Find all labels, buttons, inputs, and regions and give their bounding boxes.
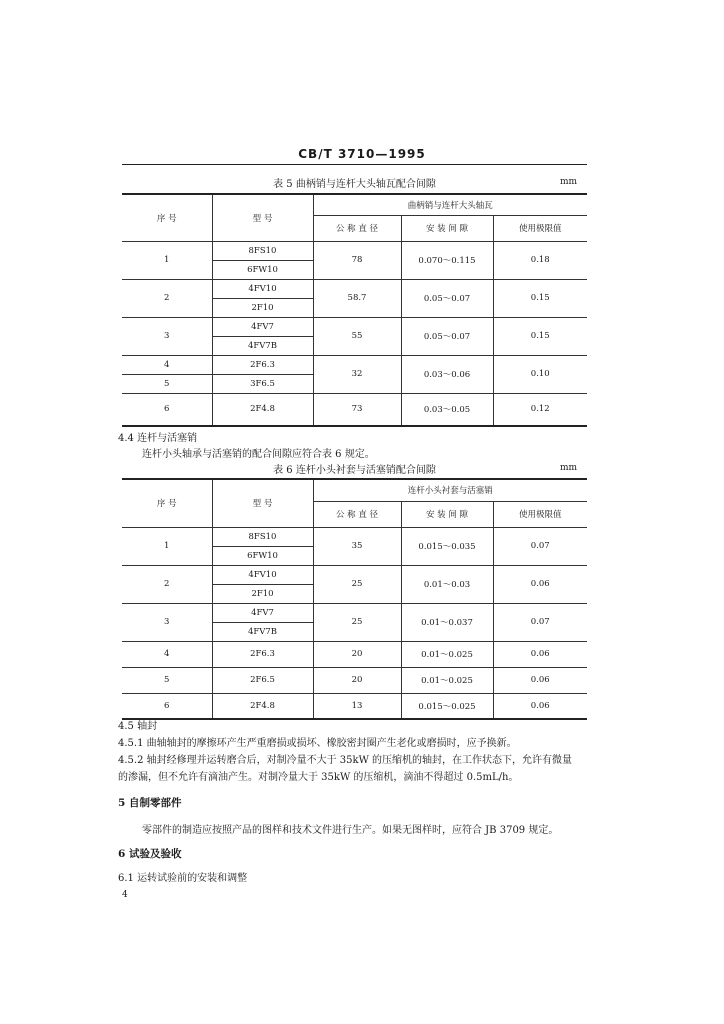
table6 bbox=[122, 478, 587, 720]
table5-col-clearance: 安 装 间 隙 bbox=[401, 215, 493, 241]
table5-limit: 0.12 bbox=[493, 393, 587, 426]
table5-clearance: 0.05～0.07 bbox=[401, 279, 493, 317]
table5-limit: 0.18 bbox=[493, 241, 587, 279]
table5-seq: 1 bbox=[122, 241, 212, 279]
section-4-4-heading: 4.4 连杆与活塞销 bbox=[118, 433, 198, 444]
header-rule bbox=[122, 164, 587, 165]
table5-clearance: 0.03～0.06 bbox=[401, 355, 493, 393]
table6-seq: 4 bbox=[122, 641, 212, 667]
table6-col-nominal: 公 称 直 径 bbox=[313, 501, 401, 527]
table6-model: 4FV7B bbox=[212, 622, 313, 641]
section-6-heading: 6 试验及验收 bbox=[118, 848, 182, 860]
table6-clearance: 0.01～0.03 bbox=[401, 565, 493, 603]
table5-model: 4FV10 bbox=[212, 279, 313, 298]
table6-seq: 3 bbox=[122, 603, 212, 641]
table6-model: 2F6.3 bbox=[212, 641, 313, 667]
table5-seq: 3 bbox=[122, 317, 212, 355]
table6-limit: 0.06 bbox=[493, 641, 587, 667]
table5-model: 4FV7 bbox=[212, 317, 313, 336]
table5-seq: 5 bbox=[122, 374, 212, 393]
table6-clearance: 0.01～0.025 bbox=[401, 667, 493, 693]
table6-limit: 0.07 bbox=[493, 527, 587, 565]
table5-model: 4FV7B bbox=[212, 336, 313, 355]
table6-clearance: 0.015～0.035 bbox=[401, 527, 493, 565]
table5-nominal: 78 bbox=[313, 241, 401, 279]
table5-model: 2F10 bbox=[212, 298, 313, 317]
table6-limit: 0.07 bbox=[493, 603, 587, 641]
table6-nominal: 13 bbox=[313, 693, 401, 719]
table5-model: 2F6.3 bbox=[212, 355, 313, 374]
table6-model: 4FV7 bbox=[212, 603, 313, 622]
table5-seq: 2 bbox=[122, 279, 212, 317]
table6-nominal: 20 bbox=[313, 641, 401, 667]
table5-model: 3F6.5 bbox=[212, 374, 313, 393]
table6-model: 4FV10 bbox=[212, 565, 313, 584]
table5-nominal: 73 bbox=[313, 393, 401, 426]
table6-col-seq: 序 号 bbox=[122, 479, 212, 527]
table5-nominal: 32 bbox=[313, 355, 401, 393]
table6-nominal: 25 bbox=[313, 565, 401, 603]
table5-clearance: 0.070～0.115 bbox=[401, 241, 493, 279]
table6-seq: 1 bbox=[122, 527, 212, 565]
table6-clearance: 0.01～0.025 bbox=[401, 641, 493, 667]
section-4-5-2-line1: 4.5.2 轴封经修理并运转磨合后，对制冷量不大于 35kW 的压缩机的轴封，在工作状态下，允许有微量 bbox=[118, 755, 573, 766]
table5-nominal: 55 bbox=[313, 317, 401, 355]
table5-model: 2F4.8 bbox=[212, 393, 313, 426]
table6-limit: 0.06 bbox=[493, 565, 587, 603]
table6-limit: 0.06 bbox=[493, 693, 587, 719]
table6-clearance: 0.01～0.037 bbox=[401, 603, 493, 641]
document-header: CB/T 3710—1995 bbox=[298, 147, 426, 161]
table6-group-header: 连杆小头衬套与活塞销 bbox=[313, 479, 587, 501]
table5-unit: mm bbox=[560, 177, 578, 187]
section-4-5-1: 4.5.1 曲轴轴封的摩擦环产生严重磨损或损坏、橡胶密封圈产生老化或磨损时，应予换新。 bbox=[118, 738, 517, 749]
table5-model: 8FS10 bbox=[212, 241, 313, 260]
table6-seq: 6 bbox=[122, 693, 212, 719]
table5-group-header: 曲柄销与连杆大头轴瓦 bbox=[313, 194, 587, 215]
table6-caption: 表 6 连杆小头衬套与活塞销配合间隙 bbox=[273, 465, 436, 476]
table6-col-model: 型 号 bbox=[212, 479, 313, 527]
table5-col-model: 型 号 bbox=[212, 194, 313, 241]
table6-model: 6FW10 bbox=[212, 546, 313, 565]
table5-col-seq: 序 号 bbox=[122, 194, 212, 241]
table6-model: 2F10 bbox=[212, 584, 313, 603]
table6-seq: 2 bbox=[122, 565, 212, 603]
table6-limit: 0.06 bbox=[493, 667, 587, 693]
table5-clearance: 0.03～0.05 bbox=[401, 393, 493, 426]
table6-model: 2F4.8 bbox=[212, 693, 313, 719]
table5-seq: 4 bbox=[122, 355, 212, 374]
table6-model: 8FS10 bbox=[212, 527, 313, 546]
table5 bbox=[122, 193, 587, 427]
table5-col-limit: 使用极限值 bbox=[493, 215, 587, 241]
section-5-text: 零部件的制造应按照产品的图样和技术文件进行生产。如果无图样时，应符合 JB 3709 规定。 bbox=[142, 825, 559, 836]
page-number: 4 bbox=[122, 890, 128, 900]
table5-limit: 0.10 bbox=[493, 355, 587, 393]
table5-clearance: 0.05～0.07 bbox=[401, 317, 493, 355]
table6-seq: 5 bbox=[122, 667, 212, 693]
table6-nominal: 25 bbox=[313, 603, 401, 641]
table6-nominal: 20 bbox=[313, 667, 401, 693]
table6-unit: mm bbox=[560, 463, 578, 473]
table6-clearance: 0.015～0.025 bbox=[401, 693, 493, 719]
table5-seq: 6 bbox=[122, 393, 212, 426]
section-4-4-text: 连杆小头轴承与活塞销的配合间隙应符合表 6 规定。 bbox=[142, 449, 375, 460]
section-5-heading: 5 自制零部件 bbox=[118, 797, 182, 809]
table5-limit: 0.15 bbox=[493, 279, 587, 317]
table6-col-limit: 使用极限值 bbox=[493, 501, 587, 527]
table5-nominal: 58.7 bbox=[313, 279, 401, 317]
table6-model: 2F6.5 bbox=[212, 667, 313, 693]
table5-model: 6FW10 bbox=[212, 260, 313, 279]
section-4-5-heading: 4.5 轴封 bbox=[118, 721, 158, 732]
table5-col-nominal: 公 称 直 径 bbox=[313, 215, 401, 241]
table5-limit: 0.15 bbox=[493, 317, 587, 355]
table6-nominal: 35 bbox=[313, 527, 401, 565]
table6-col-clearance: 安 装 间 隙 bbox=[401, 501, 493, 527]
section-6-1: 6.1 运转试验前的安装和调整 bbox=[118, 873, 248, 884]
table5-caption: 表 5 曲柄销与连杆大头轴瓦配合间隙 bbox=[273, 179, 436, 190]
section-4-5-2-line2: 的渗漏，但不允许有滴油产生。对制冷量大于 35kW 的压缩机，滴油不得超过 0.5mL/h。 bbox=[118, 772, 519, 783]
